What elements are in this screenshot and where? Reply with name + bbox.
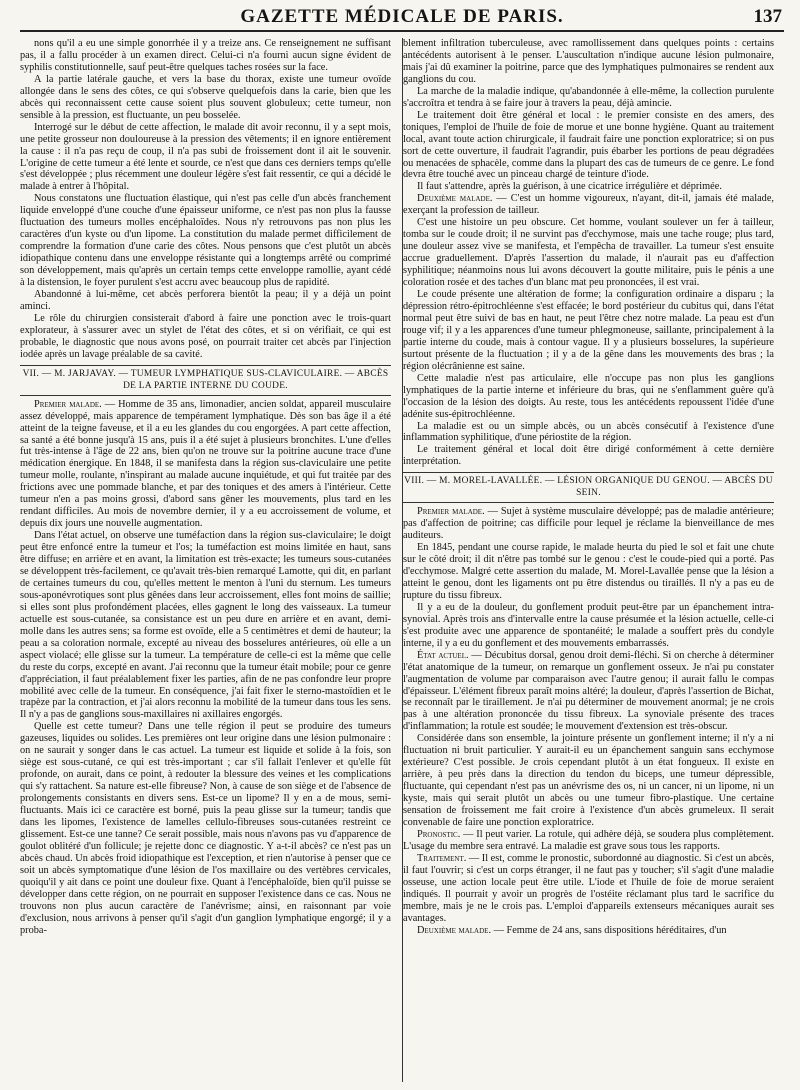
case-paragraph <box>20 399 391 530</box>
journal-title: GAZETTE MÉDICALE DE PARIS. <box>240 6 564 27</box>
paragraph: Cette maladie n'est pas articulaire, elle n'occupe pas non plus les ganglions lymphatiques de la partie interne et inférieure du bras, qui ne s'enflamment guère qu'à l'occasion de la lésion des doigts. Au reste, tous les antécédents repoussent l'idée d'une adénite sus-épitrochléenne. <box>403 372 774 420</box>
paragraph: nons qu'il a eu une simple gonorrhée il y a treize ans. Ce renseignement ne suffisant pas, il a fallu procéder à un examen direct. Celui-ci n'a fourni aucun signe évident de syphilis constitutionnelle, sauf peut-être quelques taches rosées sur la face. <box>20 38 391 73</box>
treatment-paragraph <box>403 853 774 925</box>
right-column <box>397 38 774 1082</box>
page-number: 137 <box>753 6 782 27</box>
case-paragraph <box>403 506 774 542</box>
paragraph: La maladie est ou un simple abcès, ou un abcès consécutif à l'existence d'une inflammation syphilitique, d'une périostite de la région. <box>403 420 774 444</box>
case-paragraph <box>403 925 774 937</box>
column-divider <box>402 38 403 1082</box>
state-text: — Décubitus dorsal, genou droit demi-fléchi. Si on cherche à déterminer l'état anatomique de la tumeur, on remarque un gonflement osseux. Je n'ai pu constater l'augmentation de volume par comparaison avec l'autre genou; il aurait fallu le compas d'épaisseur. L'élément fibreux paraît moins altéré; la douleur, d'après l'assertion de Bichat, se reconnaît par le tiraillement. Je n'ai pu déterminer de mouvement anormal; je ne crois pas à une altération prononcée du tissu fibreux. La synoviale présente des traces d'inflammation; la rotule est soudée; le mouvement d'extension est très-obscur. <box>403 649 774 733</box>
paragraph: En 1845, pendant une course rapide, le malade heurta du pied le sol et fait une chute sur le côté droit; il dit n'être pas tombé sur le genou : c'est le coude-pied qui a porté. Pas d'ecchymose. Malgré cette assertion du malade, M. Morel-Lavallée pense que la lésion a atteint le genou, dont les ligaments ont pu être distendus ou tiraillés. Il n'y a pas eu de rupture du tissu fibreux. <box>403 542 774 601</box>
page-header <box>20 4 784 32</box>
treatment-label: Traitement. <box>417 852 467 864</box>
case-text: — Sujet à système musculaire développé; pas de maladie antérieure; pas d'affection de poitrine; cas difficile pour lequel je réclame la bienveillance de mes auditeurs. <box>403 506 774 542</box>
left-column <box>20 38 397 1082</box>
case-label: Premier malade. <box>34 398 102 410</box>
state-label: État actuel. <box>417 649 469 661</box>
paragraph: blement infiltration tuberculeuse, avec ramollissement dans quelques points : certains antécédents autorisent à le penser. L'auscultation n'indique aucune lésion pulmonaire, mais j'ai dû examiner la poitrine, parce que des lymphatiques pulmonaires se rendent aux ganglions du cou. <box>403 38 774 85</box>
article-columns <box>20 38 784 1082</box>
paragraph: C'est une histoire un peu obscure. Cet homme, voulant soulever un fer à tailleur, tomba sur le coude droit; il ne survint pas d'ecchymose, mais une tache rouge; plus tard, une douleur assez vive se manifesta, et l'empêcha de travailler. La tumeur s'est ensuite accrue graduellement. D'après l'assertion du malade, il n'aurait pas eu d'affection syphilitique; néanmoins nous lui avons découvert la goutte militaire, puis le pénis a une coloration rosée et des taches d'un blanc mat peu prononcées, il est vrai. <box>403 217 774 289</box>
paragraph: Il faut s'attendre, après la guérison, à une cicatrice irrégulière et déprimée. <box>417 181 722 193</box>
paragraph: La marche de la maladie indique, qu'abandonnée à elle-même, la collection purulente s'accroîtra et tendra à se faire jour à travers la peau, déjà amincie. <box>403 85 774 109</box>
paragraph: A la partie latérale gauche, et vers la base du thorax, existe une tumeur ovoïde allongée dans le sens des côtes, ce qui s'observe quelquefois dans la carie, bien que les abcès qui reconnaissent cette cause soient plus souvent globuleux; cette tumeur, non sensible à la pression, est fluctuante, un peu bosselée. <box>20 73 391 121</box>
case-text: — Femme de 24 ans, sans dispositions héréditaires, d'un <box>491 924 727 936</box>
prognosis-label: Pronostic. <box>417 828 461 840</box>
section-heading-vii: VII. — M. JARJAVAY. — TUMEUR LYMPHATIQUE SUS-CLAVICULAIRE. — ABCÈS DE LA PARTIE INTERNE DU COUDE. <box>20 365 391 396</box>
paragraph: Interrogé sur le début de cette affection, le malade dit avoir reconnu, il y a sept mois, une petite grosseur non douloureuse à la pression des vêtements; il en ignore entièrement la cause : il n'a pas reçu de coup, il n'a pas subi de froissement dont il ait le souvenir. L'origine de cette tumeur a été lente et sourde, ce n'est que dans ces derniers temps qu'elle s'est développée ; plus récemment une douleur légère s'est fait ressentir, ce qui a décidé le malade à entrer à l'hôpital. <box>20 121 391 193</box>
case-text: — C'est un homme vigoureux, n'ayant, dit-il, jamais été malade, exerçant la profession de tailleur. <box>403 193 774 217</box>
treatment-text: — Il est, comme le pronostic, subordonné au diagnostic. Si c'est un abcès, il faut l'ouvrir; si c'est un corps étranger, il ne faut pas y toucher; s'il s'agit d'une maladie osseuse, une action locale peut être utile. L'iode et l'huile de foie de morue seraient indiqués. Il pourrait y avoir un progrès de l'ostéite réclamant plus tard le sacrifice du membre, mais je ne le crois pas. L'emploi d'appareils extenseurs mécaniques aurait ses avantages. <box>403 852 774 924</box>
case-label: Deuxième malade. <box>417 924 492 936</box>
paragraph: Le traitement doit être général et local : le premier consiste en des amers, des toniques, l'emploi de l'huile de foie de morue et une bonne hygiène. Quant au traitement local, avant toute action chirurgicale, il faudrait faire une ponction exploratrice; si on pus sort de cette ouverture, il faudrait l'agrandir, puis ébarber les portions de peau dégradées ou menacées de sphacèle, comme dans la plupart des cas de tumeurs de ce genre. Le fond devra être touché avec un pinceau chargé de teinture d'iode. <box>403 109 774 181</box>
case-paragraph <box>403 193 774 217</box>
prognosis-text: — Il peut varier. La rotule, qui adhère déjà, se soudera plus complètement. L'usage du membre sera entravé. La maladie est grave sous tous les rapports. <box>403 828 774 852</box>
paragraph: Nous constatons une fluctuation élastique, qui n'est pas celle d'un abcès franchement liquide enveloppé d'une couche d'une épaisseur uniforme, ce n'est pas non plus la fausse fluctuation des tumeurs molles encéphaloïdes. Nous n'y retrouvons pas non plus les caractères d'un kyste ou d'un lipome. La constitution du malade permet difficilement de comprendre la formation d'une carie des côtes. Nous pensons que c'est plutôt un abcès idiopathique contenu dans une enveloppe résistante qui a longtemps arrêté ou comprimé son développement, mais qu'après un certain temps cette enveloppe ramollie, ayant cédé à la distension, le foyer purulent s'est accru avec beaucoup plus de rapidité. <box>20 193 391 289</box>
case-text: — Homme de 35 ans, limonadier, ancien soldat, appareil musculaire assez développé, mais apparence de tempérament lymphatique. Dès son bas âge il a été atteint de la teigne faveuse, et il a eu les glandes du cou engorgées. A part cette affection, sa santé a été bonne jusqu'à 15 ans, puis il a été sujet à plusieurs bronchites. L'une d'elles fut très-intense à l'âge de 22 ans, bien qu'on ne trouve sur la poitrine aucune trace d'une médication énergique. En 1848, il se manifesta dans la région sus-claviculaire une petite tumeur molle, roulante, n'inspirant au malade aucune inquiétude, et qui fut traitée par des frictions avec une pommade blanche, et par des toniques et des amers à l'intérieur. Cette tumeur n'en a pas moins grossi, d'abord sans gêner les mouvements, plus tard en les rendant difficiles. Au mois de novembre dernier, il y a eu accroissement de volume, et depuis dix jours une nouvelle augmentation. <box>20 398 392 530</box>
paragraph: Le coude présente une altération de forme; la configuration ordinaire a disparu ; la dépression rétro-épitrochléenne s'est effacée; le bord postérieur du cubitus qui, dans l'état normal peut être suivi de bas en haut, ne peut l'être chez notre malade. La peau est d'un rouge vif; il y a les apparences d'une tumeur phlegmoneuse, saillante, principalement à la partie interne du coude, mais à contour vague. Il y a plusieurs bosselures, la supérieure surtout présente de la fluctuation ; il y a de la gêne dans les mouvements des bras ; la région olécrânienne est saine. <box>403 289 774 372</box>
state-paragraph <box>403 650 774 734</box>
paragraph: Il y a eu de la douleur, du gonflement produit peut-être par un épanchement intra-synovial. Après trois ans d'intervalle entre la cause présumée et la lésion actuelle, celle-ci s'est produite avec une apparence de spontanéité; le malade a souffert près du condyle interne, il y a eu du gonflement et des mouvements embarrassés. <box>403 601 774 649</box>
paragraph: Dans l'état actuel, on observe une tuméfaction dans la région sus-claviculaire; le doigt peut être enfoncé entre la tumeur et l'os; la tuméfaction est moins limitée en haut, sans être diffuse; en arrière et en avant, la limitation est très-exacte; les tumeurs sous-cutanées se développent très-facilement, ce qu'avait très-bien remarqué Lamotte, qui dit, en parlant de certaines tumeurs du cou, qu'elles mettent le menton à l'uni du sternum. Les tumeurs sous-aponévrotiques sont plus gênées dans leur accroissement, elles font moins de saillie; si elles sont plus profondément placées, elles gagnent le long des vaisseaux. La tumeur actuelle est sous-cutanée, sa consistance est un peu dure en arrière et en avant, demi-molle dans les autres sens; sa forme est ovoïde, elle a 5 centimètres et demi de hauteur; la peau a sa coloration normale, excepté au niveau des bosselures antérieures, où elle a un aspect violacé; elle glisse sur la tumeur. La température de celle-ci est la même que celle du reste du corps, excepté en avant. J'ai reconnu que la tumeur était mobile; pour ce genre d'appréciation, il faut préalablement fixer les parties, afin de ne pas confondre leur propre mobilité avec celle de la tumeur. En conséquence, j'ai fait fixer le sterno-mastoïdien et le trapèze par la contraction, et j'ai alors reconnu la mobilité de la tumeur dans tous les sens. Il n'y a pas de ganglions sous-maxillaires ni axillaires engorgés. <box>20 530 391 721</box>
prognosis-paragraph <box>403 829 774 853</box>
case-label: Premier malade. <box>417 506 485 518</box>
paragraph: Quelle est cette tumeur? Dans une telle région il peut se produire des tumeurs gazeuses, liquides ou solides. Les premières ont leur origine dans une lésion pulmonaire : on ne saurait y songer dans le cas actuel. La tumeur est liquide et solide à la fois, son siège est sous-cutané, ce qui est très-important ; car s'il fallait l'enlever et qu'elle fût profonde, on aurait, dans ce point, à redouter la blessure des veines et les complications qui s'y rattachent. Sa nature est-elle fibreuse? Non, à cause de son siège et de l'absence de prolongements consistants en divers sens. Est-ce un lipome? Il y en a de mous, semi-fluctuants. Mais ici ce caractère est borné, puis la peau glisse sur la tumeur; tandis que dans les lipomes, l'existence de lamelles cellulo-fibreuses sous-cutanées restreint ce glissement. Est-ce une tanne? Ce serait possible, mais nous n'avons pas vu d'apparence de goulot oblitéré d'un follicule; je rejette donc ce diagnostic. Y a-t-il abcès? ce n'est pas un abcès chaud. Un abcès froid idiopathique est l'exception, et rien n'autorise à penser que ce soit un abcès symptomatique d'une lésion de l'os maxillaire ou des vertèbres cervicales, quoiqu'il y ait dans ce point une douleur fixe. Quant à l'encéphaloïde, bien qu'il puisse se développer dans cette région, on ne pourrait en supposer l'existence dans ce cas. Nous ne trouvons non plus aucun caractère de l'anévrisme; ainsi, en raisonnant par voie d'exclusion, nous arrivons à penser qu'il s'agit d'un ganglion lymphatique engorgé; il y a proba- <box>20 721 391 936</box>
paragraph: Le rôle du chirurgien consisterait d'abord à faire une ponction avec le trois-quart explorateur, à s'assurer avec un stylet de l'état des côtes, et si on vérifiait, ce qui est probable, le diagnostic que nous avons posé, on pourrait traiter cet abcès par l'injection iodée après un lavage préalable de sa cavité. <box>20 312 391 360</box>
paragraph: Considérée dans son ensemble, la jointure présente un gonflement interne; il n'y a ni fluctuation ni bruit particulier. Y aurait-il eu un épanchement sanguin sans ecchymose extérieure? C'est possible. Je crois cependant plutôt à un état fongueux. Il existe en arrière, à peu près dans la direction du tendon du biceps, une tumeur dépressible, fluctuante, qui cependant n'est pas un anévrisme des os, ni un cancer, ni un lipome, ni un kyste, mais qui serait plutôt un abcès ou une tumeur fibro-plastique. Une certaine sensation de froissement me fait croire à l'existence d'un abcès grumeleux. Il serait convenable de faire une ponction exploratrice. <box>403 733 774 828</box>
section-heading-viii: VIII. — M. MOREL-LAVALLÉE. — LÉSION ORGANIQUE DU GENOU. — ABCÈS DU SEIN. <box>403 472 774 503</box>
case-label: Deuxième malade. <box>417 193 493 205</box>
paragraph: Le traitement général et local doit être dirigé conformément à cette dernière interprétation. <box>403 444 774 468</box>
paragraph: Abandonné à lui-même, cet abcès perforera bientôt la peau; il y a déjà un point aminci. <box>20 289 391 312</box>
